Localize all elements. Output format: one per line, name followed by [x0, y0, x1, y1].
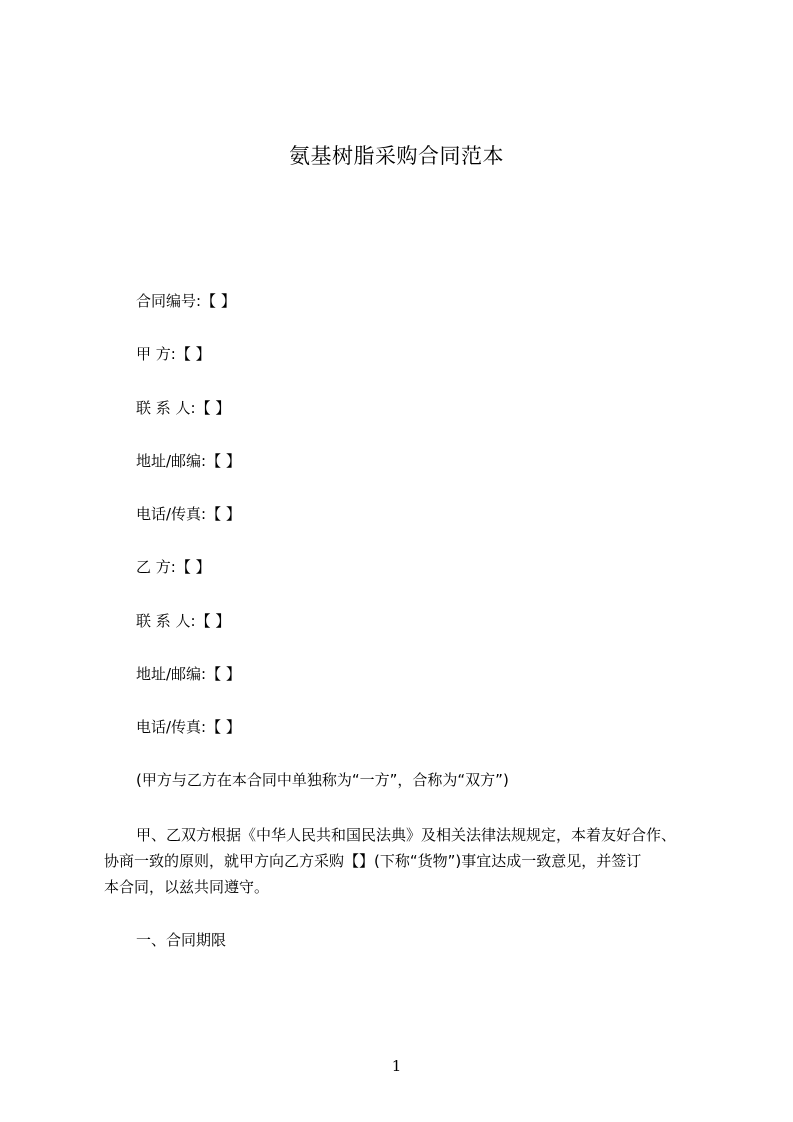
document-title: 氨基树脂采购合同范本 [289, 144, 504, 168]
page-number: 1 [391, 1057, 402, 1075]
section-heading: 一、合同期限 [136, 931, 227, 949]
party-a-contact-field: 联 系 人:【 】 [136, 399, 231, 417]
paragraph-line: 甲、乙双方根据《中华人民共和国民法典》及相关法律法规规定，本着友好合作、 [136, 826, 677, 844]
parties-note: (甲方与乙方在本合同中单独称为“一方”，合称为“双方”) [136, 771, 509, 789]
paragraph-line: 协商一致的原则，就甲方向乙方采购【】(下称“货物”)事宜达成一致意见，并签订 [104, 852, 642, 870]
party-b-phone-field: 电话/传真:【 】 [136, 718, 241, 736]
party-b-address-field: 地址/邮编:【 】 [136, 665, 241, 683]
paragraph-line: 本合同，以兹共同遵守。 [104, 878, 270, 896]
contract-number-field: 合同编号:【 】 [136, 292, 236, 310]
party-b-contact-field: 联 系 人:【 】 [136, 612, 231, 630]
party-a-field: 甲 方:【 】 [136, 345, 211, 363]
party-a-phone-field: 电话/传真:【 】 [136, 505, 241, 523]
preamble-paragraph [104, 822, 722, 900]
party-b-field: 乙 方:【 】 [136, 558, 211, 576]
party-a-address-field: 地址/邮编:【 】 [136, 452, 241, 470]
